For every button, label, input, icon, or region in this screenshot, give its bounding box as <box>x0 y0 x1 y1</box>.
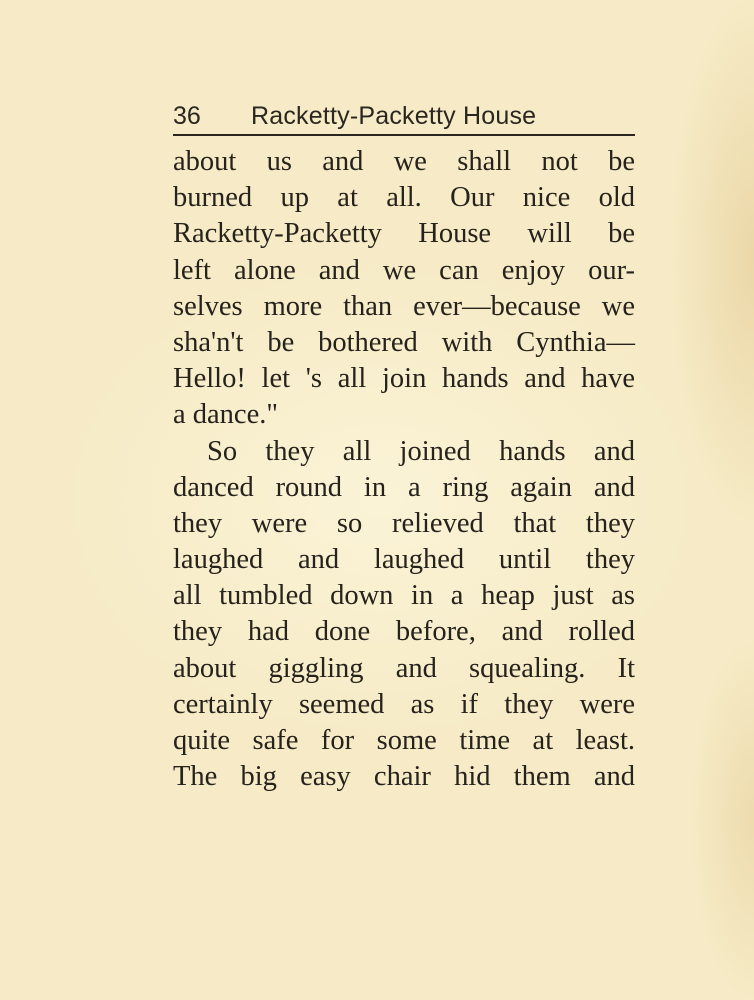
page-number: 36 <box>173 102 201 130</box>
text-line: Racketty-Packetty House will be <box>173 218 635 250</box>
header-rule <box>173 134 635 136</box>
text-line: danced round in a ring again and <box>173 471 635 503</box>
text-line: laughed and laughed until they <box>173 544 635 576</box>
text-line: Hello! let 's all join hands and have <box>173 363 635 395</box>
text-line: quite safe for some time at least. <box>173 725 635 756</box>
text-line: they had done before, and rolled <box>173 616 635 648</box>
text-line: selves more than ever—because we <box>173 290 635 322</box>
text-line: sha'n't be bothered with Cynthia— <box>173 326 635 358</box>
text-line: certainly seemed as if they were <box>173 688 635 720</box>
text-line: So they all joined hands and <box>207 435 635 467</box>
text-line: a dance." <box>173 399 278 431</box>
text-line: left alone and we can enjoy our- <box>173 254 635 286</box>
running-title: Racketty-Packetty House <box>251 102 537 130</box>
text-line: The big easy chair hid them and <box>173 761 635 793</box>
text-line: burned up at all. Our nice old <box>173 182 635 214</box>
text-line: they were so relieved that they <box>173 507 635 539</box>
text-line: about giggling and squealing. It <box>173 652 635 684</box>
body-text <box>173 144 635 795</box>
text-line: about us and we shall not be <box>173 146 635 177</box>
text-line: all tumbled down in a heap just as <box>173 580 635 612</box>
page-header <box>173 100 635 132</box>
